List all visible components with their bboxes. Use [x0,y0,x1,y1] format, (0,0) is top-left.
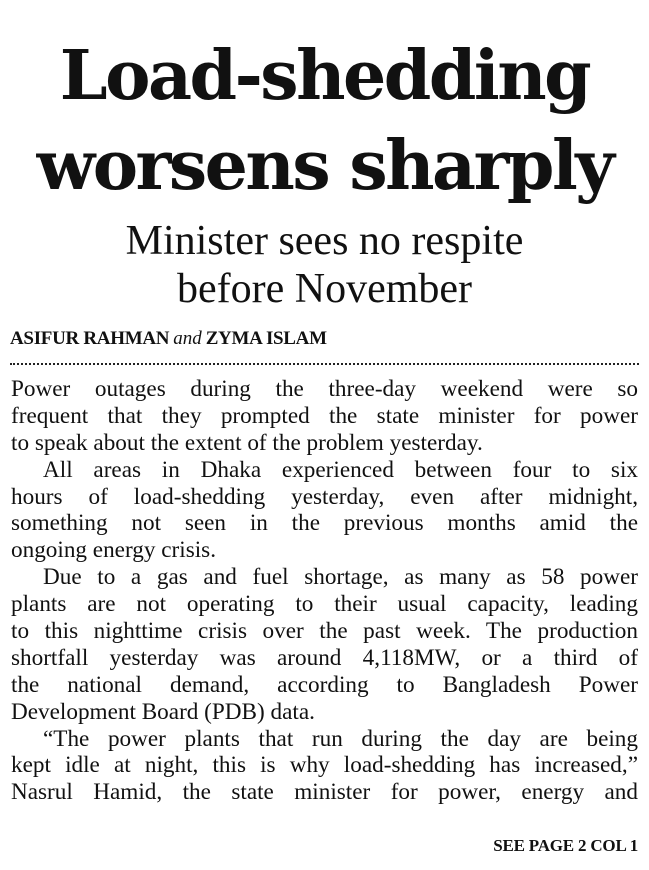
subheadline-line-2: before November [176,266,473,312]
body-line: Development Board (PDB) data. [11,698,315,725]
body-line: frequent that they prompted the state minister for power [11,402,638,429]
subheadline-line-1: Minister sees no respite [125,218,524,264]
body-line: ongoing energy crisis. [11,537,217,564]
body-line: shortfall yesterday was around 4,118MW, or a third of [11,644,638,671]
body-line: hours of load-shedding yesterday, even after midnight, [11,483,638,510]
dotted-divider [10,363,639,365]
body-line: Nasrul Hamid, the state minister for power, energy and [11,779,638,806]
headline-line-1: Load-shedding [59,36,590,116]
body-line: All areas in Dhaka experienced between four to six [43,456,638,483]
body-line: plants are not operating to their usual capacity, leading [11,591,638,618]
body-line: something not seen in the previous months amid the [11,510,638,537]
body-line: kept idle at night, this is why load-shedding has increased,” [11,752,638,779]
body-line: Due to a gas and fuel shortage, as many as 58 power [43,564,638,591]
byline [10,328,327,350]
byline-conjunction: and [173,328,202,349]
body-line: to this nighttime crisis over the past week. The production [11,618,638,645]
body-line: “The power plants that run during the day are being [43,725,638,752]
headline-line-2: worsens sharply [36,126,613,206]
body-line: Power outages during the three-day weekend were so [11,376,638,402]
author-name-2: ZYMA ISLAM [205,328,327,349]
article-body [11,376,638,806]
body-line: to speak about the extent of the problem yesterday. [11,429,483,456]
continuation-reference: SEE PAGE 2 COL 1 [493,836,638,855]
author-name-1: ASIFUR RAHMAN [10,328,170,349]
body-line: the national demand, according to Bangladesh Power [11,671,638,698]
